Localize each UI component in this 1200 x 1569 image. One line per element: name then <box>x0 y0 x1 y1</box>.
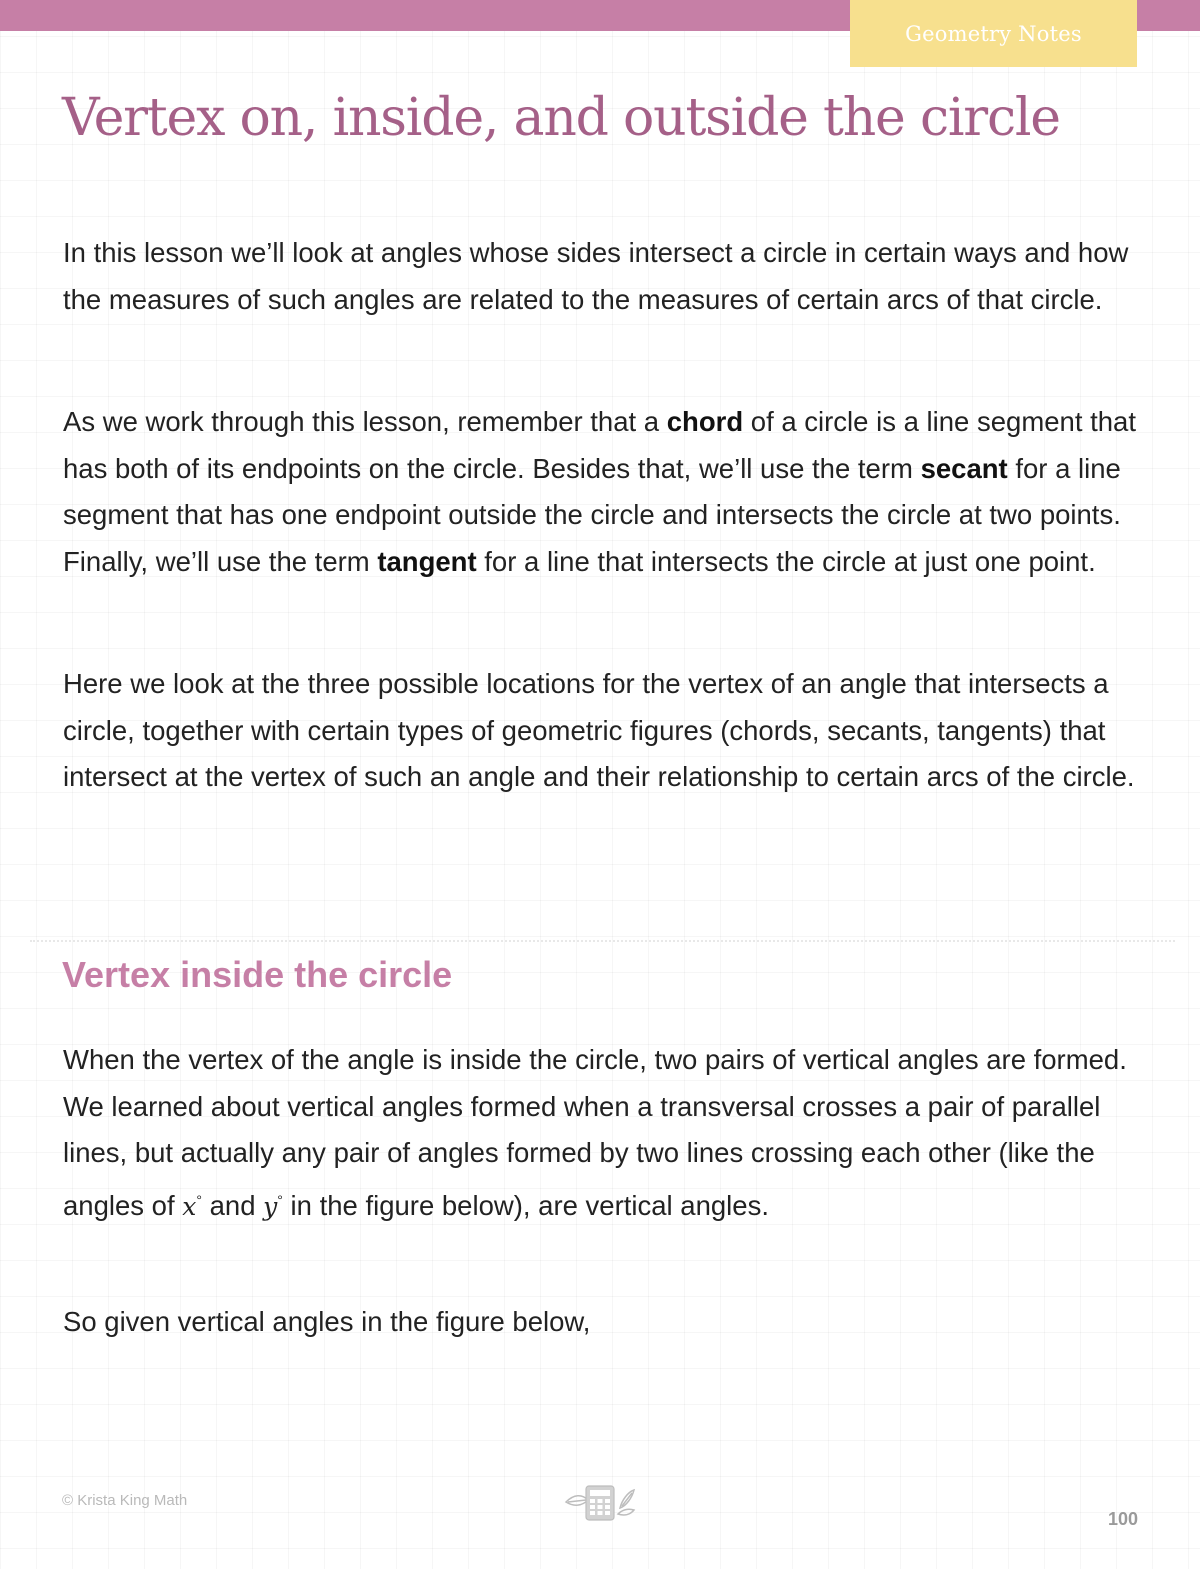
header-tab-label: Geometry Notes <box>905 21 1082 46</box>
degree-symbol: ° <box>196 1192 202 1209</box>
text-span: for a line that intersects the circle at just one point. <box>476 546 1096 578</box>
text-span: As we work through this lesson, remember that a <box>63 406 667 437</box>
footer-copyright: © Krista King Math <box>62 1492 188 1509</box>
text-span: of a circle is a line segment that has both of its endpoints on the circle. Besides that, we’ll use the term <box>63 406 1136 484</box>
term-secant: secant <box>920 452 1008 484</box>
section-divider <box>30 940 1175 942</box>
section-paragraph-1 <box>63 1037 1148 1231</box>
calculator-leaves-logo-icon <box>562 1480 638 1522</box>
degree-symbol: ° <box>277 1192 283 1209</box>
header-tab <box>850 0 1137 67</box>
intro-paragraph-3: Here we look at the three possible locations for the vertex of an angle that intersects a circle, together with certain types of geometric figures (chords, secants, tangents) that intersect at the vertex of such an angle and their relationship to certain arcs of the circle. <box>63 668 1135 793</box>
section-heading: Vertex inside the circle <box>62 954 453 995</box>
variable-x: x <box>182 1192 197 1222</box>
intro-paragraph-1: In this lesson we’ll look at angles whose sides intersect a circle in certain ways and how the measures of such angles are related to the measures of certain arcs of that circle. <box>63 237 1129 315</box>
text-span: for a line segment that has one endpoint outside the circle and intersects the circle at two points. Finally, we’ll use the term <box>63 452 1121 578</box>
text-span: When the vertex of the angle is inside the circle, two pairs of vertical angles are formed. We learned about vertical angles formed when a transversal crosses a pair of parallel lines, but actually any pair of angles formed by two lines crossing each other (like the angles of <box>63 1044 1127 1222</box>
text-span: and <box>201 1190 264 1222</box>
term-chord: chord <box>666 406 744 437</box>
page-title: Vertex on, inside, and outside the circle <box>62 88 1060 148</box>
text-span: in the figure below), are vertical angles. <box>282 1190 769 1222</box>
term-tangent: tangent <box>377 546 477 578</box>
page-number: 100 <box>1107 1509 1138 1529</box>
intro-paragraph-2 <box>63 399 1148 586</box>
section-paragraph-2: So given vertical angles in the figure below, <box>63 1306 591 1337</box>
variable-y: y <box>263 1192 278 1222</box>
